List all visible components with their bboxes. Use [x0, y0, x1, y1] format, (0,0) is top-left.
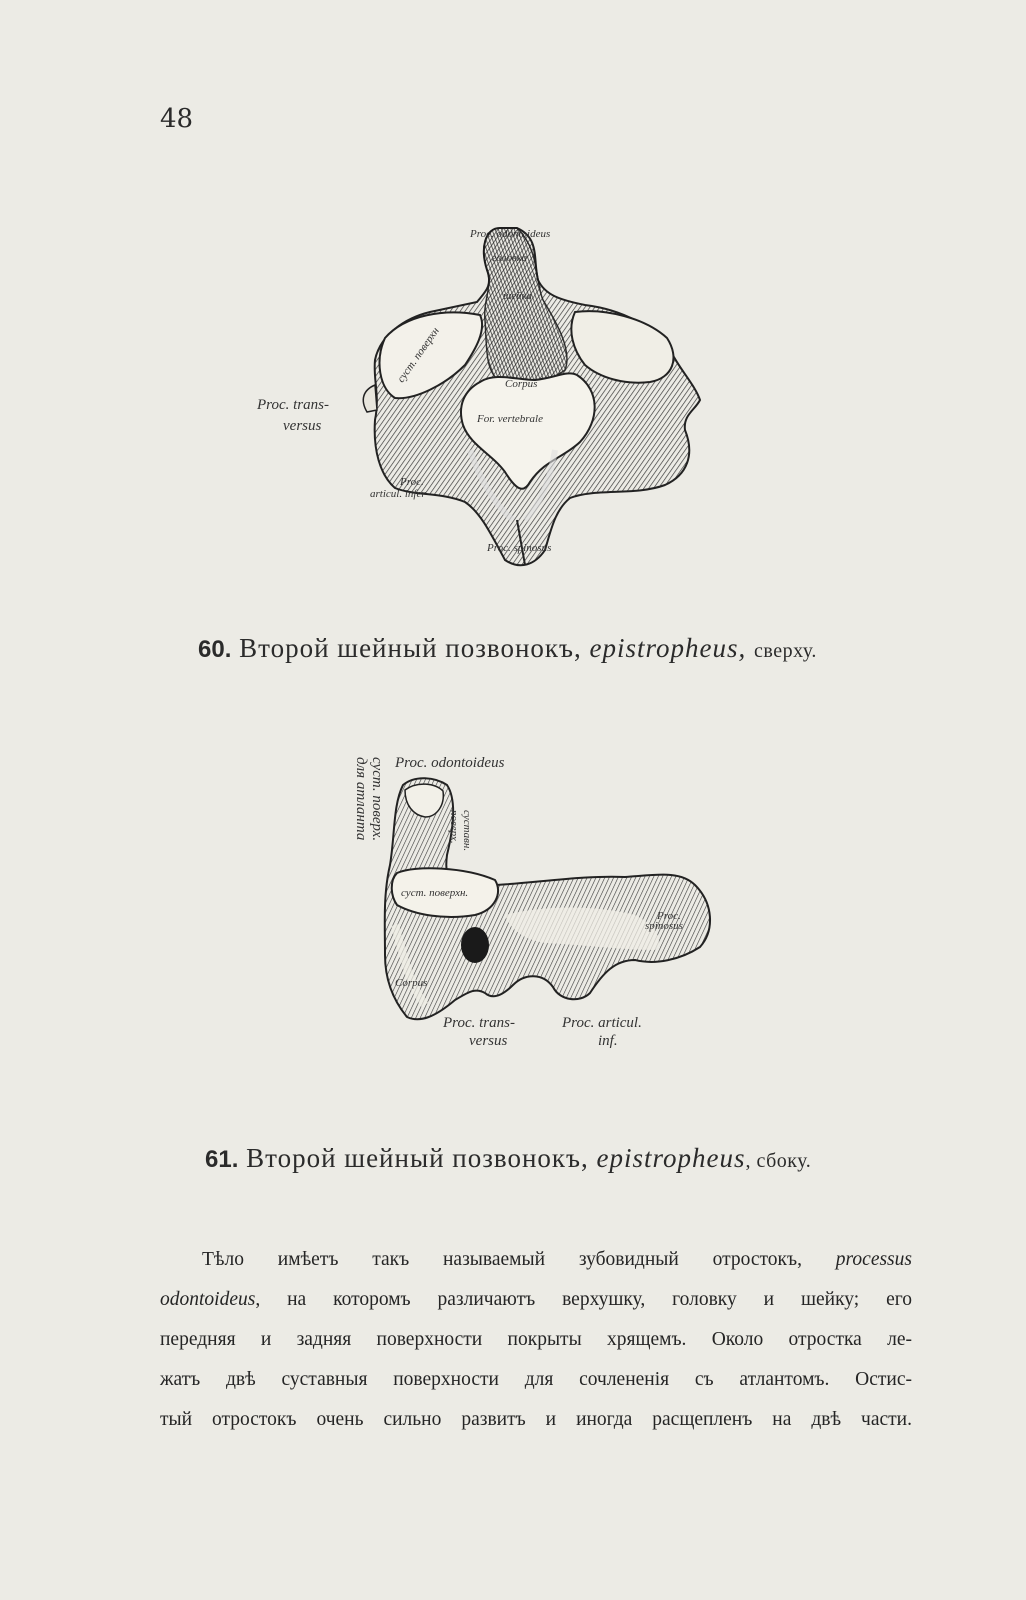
figure-61-caption-text: Второй шейный позвонокъ, — [246, 1143, 589, 1173]
label-proc-trans: Proc. trans- — [443, 1015, 515, 1031]
label-sustavn-poverkh-1: суставн. — [461, 810, 473, 852]
label-proc-artic: Proc. — [400, 476, 424, 488]
figure-60-caption-latin: epistropheus, — [589, 633, 747, 663]
figure-61-caption-direction: , сбоку. — [745, 1150, 812, 1172]
body-line-2 — [160, 1280, 912, 1320]
figure-61-number: 61. — [205, 1146, 239, 1173]
label-proc-odontoideus: Proc. odontoideus — [395, 755, 505, 771]
figure-61-illustration — [335, 755, 755, 1085]
label-proc-odontoideus: Proc. odontoideus — [470, 228, 551, 240]
body-line-5: тый отростокъ очень сильно развитъ и иногда расщепленъ на двѣ части. — [160, 1409, 912, 1430]
label-proc-spinosus-2: spinosus — [645, 920, 683, 932]
page-number: 48 — [160, 104, 194, 134]
label-proc-trans: Proc. trans- — [257, 397, 329, 413]
label-for-vertebrale: For. vertebrale — [477, 413, 543, 425]
body-line-2-latin: odontoideus — [160, 1289, 256, 1310]
label-corpus: Corpus — [395, 977, 428, 989]
figure-61-caption-latin: epistropheus — [596, 1143, 746, 1173]
body-line-2-text: , на которомъ различаютъ верхушку, головку и шейку; его — [255, 1289, 912, 1310]
body-line-3: передняя и задняя поверхности покрыты хрящемъ. Около отростка ле- — [160, 1329, 912, 1350]
figure-60-number: 60. — [198, 636, 232, 663]
label-sust-poverkh-atlant-1: суст. поверх. — [369, 757, 385, 842]
figure-60-caption-direction: сверху. — [754, 640, 817, 662]
label-golovka: головка — [492, 252, 528, 264]
body-line-1-text: Тѣло имѣетъ такъ называемый зубовидный отростокъ, — [202, 1249, 802, 1270]
epistropheus-side-view-drawing — [335, 755, 755, 1085]
figure-60-caption-text: Второй шейный позвонокъ, — [239, 633, 582, 663]
body-paragraph — [160, 1240, 912, 1440]
figure-60-caption — [198, 633, 817, 664]
body-line-1-latin: processus — [835, 1249, 912, 1270]
label-versus: versus — [469, 1033, 508, 1049]
label-sust-poverkh-mid: суст. поверхн. — [401, 887, 469, 899]
label-inf: inf. — [598, 1033, 618, 1049]
label-articul-infer: articul. infer — [370, 488, 426, 500]
figure-60-illustration — [255, 220, 725, 585]
label-proc-spinosus-1: Proc. — [657, 910, 681, 922]
label-sust-poverkh-atlant-2: для атланта — [353, 757, 369, 841]
label-sustavn-poverkh-2: поверх. — [448, 810, 460, 844]
label-versus: versus — [283, 418, 322, 434]
figure-61-caption — [205, 1143, 811, 1174]
body-line-4: жатъ двѣ суставныя поверхности для сочлененія съ атлантомъ. Остис- — [160, 1369, 912, 1390]
label-corpus: Corpus — [505, 378, 538, 390]
body-line-1 — [160, 1240, 912, 1280]
label-proc-spinosus: Proc. spinosus — [487, 542, 552, 554]
label-proc-articul: Proc. articul. — [562, 1015, 642, 1031]
label-sust-poverkh: суст. поверхн — [395, 325, 442, 385]
label-sheika: шейка — [503, 290, 533, 302]
